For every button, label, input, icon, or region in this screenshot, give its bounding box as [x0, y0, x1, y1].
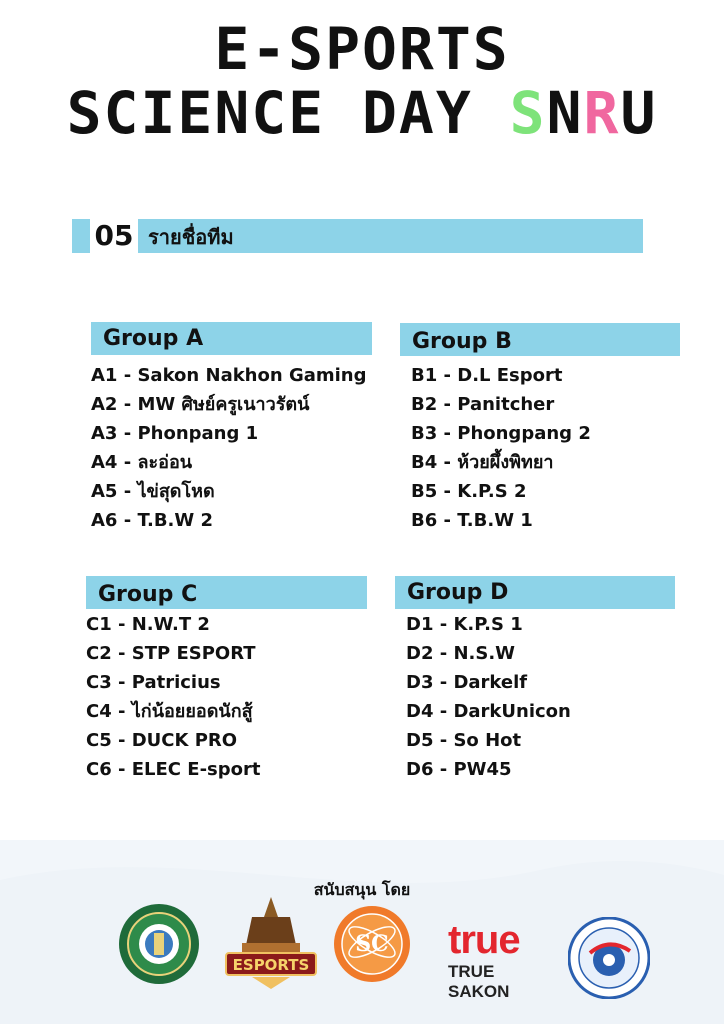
true-sakon-text: TRUE SAKON	[448, 962, 510, 1001]
list-item: B2 - Panitcher	[411, 394, 555, 415]
title-line-1: E-SPORTS	[214, 15, 510, 83]
group-b-team-list	[411, 361, 591, 535]
list-item: D3 - Darkelf	[406, 672, 528, 693]
group-c-team-list	[86, 610, 261, 784]
title-letter-r: R	[583, 79, 621, 147]
university-seal-icon	[118, 903, 200, 985]
title-line-2	[0, 79, 724, 147]
sakon-esports-logo-icon	[222, 895, 320, 991]
list-item: B3 - Phongpang 2	[411, 423, 591, 444]
list-item: C1 - N.W.T 2	[86, 614, 210, 635]
list-item: A4 - ละอ่อน	[91, 452, 193, 473]
list-item: B1 - D.L Esport	[411, 365, 563, 386]
true-logo-text: true	[448, 918, 520, 962]
list-item: D4 - DarkUnicon	[406, 701, 571, 722]
list-item: D6 - PW45	[406, 759, 512, 780]
list-item: D1 - K.P.S 1	[406, 614, 523, 635]
group-d-team-list	[406, 610, 571, 784]
sponsor-label: สนับสนุน โดย	[313, 880, 411, 899]
list-item: C4 - ไก่น้อยยอดนักสู้	[86, 701, 253, 722]
list-item: C5 - DUCK PRO	[86, 730, 238, 751]
list-item: C2 - STP ESPORT	[86, 643, 256, 664]
title-letter-n: N	[546, 79, 584, 147]
list-item: A2 - MW ศิษย์ครูเนาวรัตน์	[91, 394, 310, 415]
list-item: A5 - ไข่สุดโหด	[91, 481, 215, 502]
list-item: C3 - Patricius	[86, 672, 221, 693]
group-a-heading: Group A	[91, 322, 372, 355]
computer-dept-logo-icon	[568, 917, 650, 999]
group-a-team-list	[91, 361, 367, 535]
list-item: A6 - T.B.W 2	[91, 510, 214, 531]
list-item: B6 - T.B.W 1	[411, 510, 533, 531]
title-letter-u: U	[620, 79, 658, 147]
group-b-heading: Group B	[400, 323, 680, 356]
list-item: A1 - Sakon Nakhon Gaming	[91, 365, 367, 386]
science-club-logo-icon	[333, 905, 411, 983]
sakon-esports-logo-text: ESPORTS	[232, 956, 310, 974]
list-item: B4 - ห้วยผึ้งพิทยา	[411, 452, 554, 473]
section-number: 05	[90, 219, 138, 253]
group-c-heading: Group C	[86, 576, 367, 609]
list-item: B5 - K.P.S 2	[411, 481, 527, 502]
group-d-heading: Group D	[395, 576, 675, 609]
list-item: C6 - ELEC E-sport	[86, 759, 261, 780]
title-letter-s: S	[509, 79, 547, 147]
list-item: D5 - So Hot	[406, 730, 522, 751]
section-title: รายชื่อทีม	[148, 225, 234, 249]
title-prefix: SCIENCE DAY	[66, 79, 510, 147]
list-item: D2 - N.S.W	[406, 643, 516, 664]
science-club-logo-text: SC	[355, 931, 389, 957]
true-logo-icon	[448, 920, 552, 1002]
list-item: A3 - Phonpang 1	[91, 423, 259, 444]
